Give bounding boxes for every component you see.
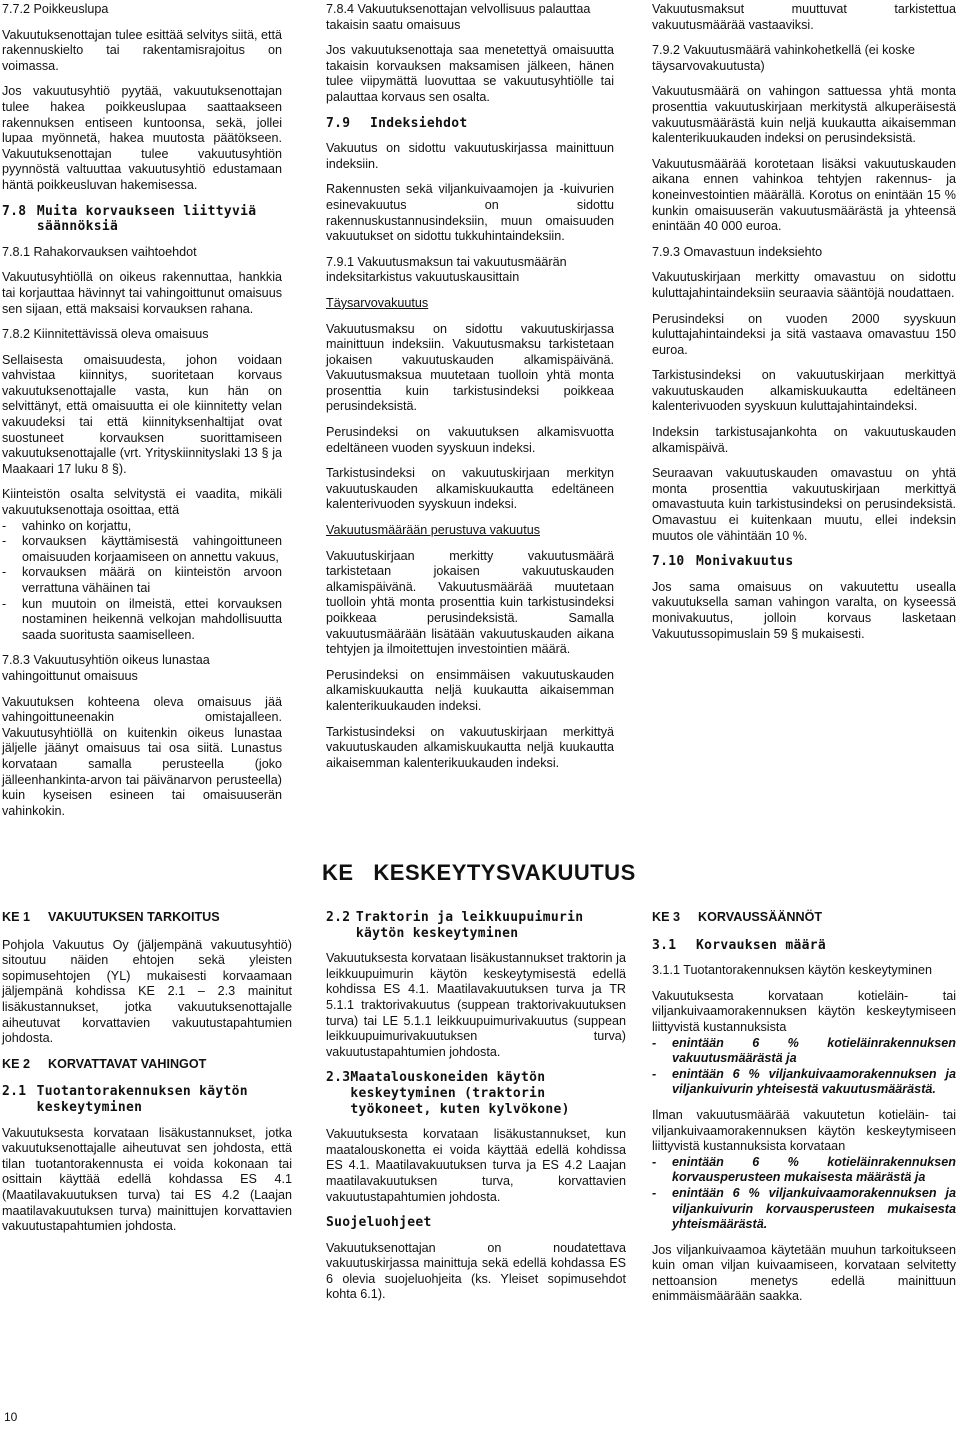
paragraph: Vakuutuksesta korvataan lisäkustannukset, jotka vakuutuksenottajalle aiheutuvat sen johdosta, että tilan tuotantorakennusta ei voida kokonaan tai osittain käyttää edellä kohdassa ES 4.1 (Maatilavakuutuksen turva) tai ES 4.2 (Laajan maatilavakuutuksen turva) mainittujen korvattavien vakuutustapahtumien johdosta. bbox=[2, 1125, 292, 1234]
condition-list bbox=[2, 519, 282, 644]
paragraph: Vakuutusmäärää korotetaan lisäksi vakuutuskauden aikana ennen vahinkoa tehtyjen rakennus- ja koneinvestointien määrällä. Korotus on enintään 15 % kunkin omaisuuserän vakuutusmäärästä ja yhteensä enintään 40 000 euroa. bbox=[652, 156, 956, 234]
section-title: Traktorin ja leikkuupuimurin käytön keskeytyminen bbox=[355, 910, 584, 941]
section-title: KORVATTAVAT VAHINGOT bbox=[48, 1056, 207, 1071]
section-number: 7.9 bbox=[326, 115, 351, 131]
section-number: 2.2 bbox=[326, 910, 351, 925]
section-7-9-3-heading: 7.9.3 Omavastuun indeksiehto bbox=[652, 244, 823, 259]
list-item: - enintään 6 % viljankuivaamorakennuksen ja viljankuivurin korvausperusteen mukaisesta yhteismäärästä. bbox=[652, 1186, 956, 1233]
section-title: Korvauksen määrä bbox=[696, 937, 827, 953]
paragraph: Rakennusten sekä viljankuivaamojen ja -kuivurien esinevakuutus on sidottu rakennuskustannusindeksiin, muun omaisuuden vakuutukset on sidottu tukkuhintaindeksiin. bbox=[326, 182, 614, 244]
section-title: Monivakuutus bbox=[696, 554, 794, 570]
ke1-heading bbox=[2, 910, 292, 926]
list-item: - enintään 6 % kotieläinrakennuksen korvausperusteen mukaisesta määrästä ja bbox=[652, 1155, 956, 1186]
ke3-heading bbox=[652, 910, 956, 926]
section-7-9-heading bbox=[326, 116, 614, 132]
section-7-9-1-heading: 7.9.1 Vakuutusmaksun tai vakuutusmäärän indeksitarkistus vakuutuskausittain bbox=[326, 254, 567, 285]
ke2-heading bbox=[2, 1057, 292, 1073]
section-2-3-heading bbox=[326, 1070, 626, 1117]
paragraph: Tarkistusindeksi on vakuutuskirjaan merkittyä vakuutuskauden alkamiskuukautta edeltäneen kalenterivuoden syyskuun kuluttajahintaindeksi. bbox=[652, 368, 956, 414]
paragraph: Vakuutuskirjaan merkitty omavastuu on sidottu kuluttajahintaindeksiin seuraavia sääntöjä noudattaen. bbox=[652, 270, 956, 300]
page-number: 10 bbox=[4, 1410, 18, 1424]
lower-column-3 bbox=[652, 910, 956, 1315]
section-number: 7.10 bbox=[652, 554, 685, 570]
section-title: Tuotantorakennuksen käytön keskeytyminen bbox=[36, 1084, 248, 1115]
section-number: 2.3 bbox=[326, 1070, 351, 1086]
section-number: KE 2 bbox=[2, 1056, 30, 1071]
compensation-list bbox=[652, 1155, 956, 1233]
paragraph: Vakuutuksenottajan on noudatettava vakuutuskirjassa mainittuja sekä edellä kohdassa ES 6 olevia suojeluohjeita (ks. Yleiset sopimusehdot kohta 6.1). bbox=[326, 1240, 626, 1302]
paragraph: Perusindeksi on vakuutuksen alkamisvuotta edeltäneen vuoden syyskuun indeksi. bbox=[326, 425, 614, 455]
section-title: Muita korvaukseen liittyviä säännöksiä bbox=[36, 203, 257, 235]
subheading-sum-insured: Vakuutusmäärään perustuva vakuutus bbox=[326, 523, 540, 538]
compensation-list bbox=[652, 1036, 956, 1098]
section-7-8-4-heading: 7.8.4 Vakuutuksenottajan velvollisuus palauttaa takaisin saatu omaisuus bbox=[326, 2, 591, 32]
section-7-8-3-heading: 7.8.3 Vakuutusyhtiön oikeus lunastaa vahingoittunut omaisuus bbox=[2, 653, 210, 683]
lower-column-2 bbox=[326, 910, 626, 1313]
section-2-2-heading bbox=[326, 910, 626, 941]
upper-column-3 bbox=[652, 2, 956, 652]
paragraph: Tarkistusindeksi on vakuutuskirjaan merkityn vakuutuskauden alkamiskuukautta edeltäneen kalenterivuoden syyskuun indeksi. bbox=[326, 466, 614, 512]
section-3-1-heading bbox=[652, 938, 956, 954]
section-title: KORVAUSSÄÄNNÖT bbox=[698, 910, 823, 924]
section-number: KE 1 bbox=[2, 910, 30, 924]
section-number: KE 3 bbox=[652, 910, 680, 924]
section-7-9-2-heading: 7.9.2 Vakuutusmäärä vahinkohetkellä (ei koske täysarvovakuutusta) bbox=[652, 43, 915, 73]
paragraph: Vakuutuksen kohteena oleva omaisuus jää vahingoittuneenakin omistajalleen. Vakuutusyhtiöllä on kuitenkin oikeus lunastaa jäljelle jäänyt omaisuus tai osa siitä. Lunastus korvataan samalla perusteella (joko jälleenhankinta-arvon tai päivänarvon perusteella) kuin kyseisen esineen tai omaisuuserän vahinkokin. bbox=[2, 694, 282, 818]
section-7-8-1-heading: 7.8.1 Rahakorvauksen vaihtoehdot bbox=[2, 244, 197, 259]
protection-instructions-heading: Suojeluohjeet bbox=[326, 1215, 432, 1231]
section-7-7-2-heading: 7.7.2 Poikkeuslupa bbox=[2, 2, 109, 16]
paragraph: Ilman vakuutusmäärää vakuutetun kotieläin- tai viljankuivaamorakennuksen käytön keskeytymiseen liittyvistä kustannuksista korvataan bbox=[652, 1107, 956, 1154]
paragraph: Jos vakuutuksenottaja saa menetettyä omaisuutta takaisin korvauksen maksamisen jälkeen, hänen tulee viipymättä luovuttaa se vakuutusyhtiölle tai palauttaa korvaus sen osalta. bbox=[326, 43, 614, 104]
upper-column-1 bbox=[2, 2, 282, 829]
list-item: - enintään 6 % kotieläinrakennuksen vakuutusmäärästä ja bbox=[652, 1036, 956, 1067]
section-7-8-heading bbox=[2, 204, 282, 235]
list-item: - korvauksen määrä on kiinteistön arvoon verrattuna vähäinen tai bbox=[2, 565, 282, 596]
section-number: 3.1 bbox=[652, 937, 677, 953]
section-7-10-heading bbox=[652, 554, 956, 570]
paragraph: Sellaisesta omaisuudesta, johon voidaan vahvistaa kiinnitys, suoritetaan korvaus vakuutuksenottajalle vasta, kun hän on selvittänyt, että omaisuutta ei ole kiinnitetty velan vakuudeksi tai että kiinnityksenhaltijat ovat suostuneet korvauksen suorittamiseen vakuutuksenottajalle (vrt. Yrityskiinnityslaki 13 § ja Maakaari 17 luku 8 §). bbox=[2, 352, 282, 476]
lower-column-1 bbox=[2, 910, 292, 1245]
chapter-banner-title: KE KESKEYTYSVAKUUTUS bbox=[322, 860, 636, 885]
paragraph: Seuraavan vakuutuskauden omavastuu on yhtä monta prosenttia vakuutuskirjaan merkittyä omavastuuta kuin tarkistusindeksi on perusindeksistä. Omavastuu ei kuitenkaan muutu, ellei indeksin muutos ole vähintään 10 %. bbox=[652, 466, 956, 543]
upper-column-2 bbox=[326, 2, 614, 781]
paragraph: Vakuutus on sidottu vakuutuskirjassa mainittuun indeksiin. bbox=[326, 141, 614, 171]
list-item: - enintään 6 % viljankuivaamorakennuksen ja viljankuivurin yhteisestä vakuutusmäärästä. bbox=[652, 1067, 956, 1098]
list-item: - korvauksen käyttämisestä vahingoittuneen omaisuuden korjaamiseen on annettu vakuus, bbox=[2, 534, 282, 565]
paragraph: Tarkistusindeksi on vakuutuskirjaan merkittyä vakuutuskauden alkamiskuukautta neljä kuukautta aikaisemman kalenterikuukauden indeksi. bbox=[326, 724, 614, 770]
paragraph: Vakuutuskirjaan merkitty vakuutusmäärä tarkistetaan jokaisen vakuutuskauden alkamispäivänä. Vakuutusmäärää muutetaan tuolloin yhtä monta prosenttia kuin tarkistusindeksi poikkeaa perusindeksistä. Samalla vakuutusmäärään lisätään vakuutuskauden aikana tehtyjen ja ilmoitettujen investointien määrä. bbox=[326, 548, 614, 657]
section-title: Maatalouskoneiden käytön keskeytyminen (traktorin työkoneet, kuten kylvökone) bbox=[350, 1070, 570, 1117]
section-2-1-heading bbox=[2, 1084, 292, 1115]
paragraph: Kiinteistön osalta selvitystä ei vaadita, mikäli vakuutuksenottaja osoittaa, että bbox=[2, 487, 282, 518]
paragraph: Jos sama omaisuus on vakuutettu usealla vakuutuksella saman vahingon varalta, on kyseessä monivakuutus, jolloin korvaus lasketaan Vakuutussopimuslain 59 § mukaisesti. bbox=[652, 579, 956, 641]
paragraph: Perusindeksi on vuoden 2000 syyskuun kuluttajahintaindeksi ja sitä vastaava omavastuu 150 euroa. bbox=[652, 311, 956, 357]
paragraph: Pohjola Vakuutus Oy (jäljempänä vakuutusyhtiö) sitoutuu näiden ehtojen sekä yleisten sopimusehtojen (YL) mukaisesti korvaamaan jäljempänä kohdissa KE 2.1 – 2.3 mainitut lisäkustannukset, jotka vakuutuksenottajalle aiheutuvat korvattavien vakuutustapahtumien johdosta. bbox=[2, 937, 292, 1046]
paragraph: Vakuutusmaksut muuttuvat tarkistettua vakuutusmäärää vastaaviksi. bbox=[652, 2, 956, 32]
list-item: - kun muutoin on ilmeistä, ettei korvauksen nostaminen heikennä velkojan mahdollisuutta saada suoritusta saamiselleen. bbox=[2, 597, 282, 644]
paragraph: Vakuutusmäärä on vahingon sattuessa yhtä monta prosenttia vakuutuskirjaan merkitystä alkuperäisestä vakuutusmäärästä kuin neljä kuukautta aikaisemman kalenterikuukauden indeksi on perusindeksistä. bbox=[652, 84, 956, 146]
paragraph: Perusindeksi on ensimmäisen vakuutuskauden alkamiskuukautta neljä kuukautta aikaisemman kalenterikuukauden indeksi. bbox=[326, 667, 614, 713]
paragraph: Vakuutusmaksu on sidottu vakuutuskirjassa mainittuun indeksiin. Vakuutusmaksu tarkistetaan jokaisen vakuutuskauden alkamispäivänä. Vakuutusmaksua muutetaan tuolloin yhtä monta prosenttia kuin tarkistusindeksi poikkeaa perusindeksistä. bbox=[326, 321, 614, 414]
section-number: 2.1 bbox=[2, 1084, 27, 1100]
section-7-8-2-heading: 7.8.2 Kiinnitettävissä oleva omaisuus bbox=[2, 327, 209, 342]
paragraph: Jos vakuutusyhtiö pyytää, vakuutuksenottajan tulee hakea poikkeuslupaa saattaakseen rakennuksen entiseen kuntoonsa, sekä, jollei lupaa myönnetä, hakea muutosta päätökseen. Vakuutuksenottajan tulee vakuutusyhtiön pyynnöstä valtuuttaa vakuutusyhtiö edustamaan häntä poikkeusluvan hakemisessa. bbox=[2, 84, 282, 192]
paragraph: Jos viljankuivaamoa käytetään muuhun tarkoitukseen kuin oman viljan kuivaamiseen, korvataan selvitetty nettoansion menetys edellä mainittuun enimmäismäärään saakka. bbox=[652, 1242, 956, 1304]
paragraph: Indeksin tarkistusajankohta on vakuutuskauden alkamispäivä. bbox=[652, 425, 956, 455]
list-item: - vahinko on korjattu, bbox=[2, 519, 282, 535]
paragraph: Vakuutuksenottajan tulee esittää selvitys siitä, että rakennuskielto tai rakentamisrajoitus on voimassa. bbox=[2, 27, 282, 73]
section-title: Indeksiehdot bbox=[370, 115, 468, 131]
section-3-1-1-heading: 3.1.1 Tuotantorakennuksen käytön keskeytyminen bbox=[652, 963, 933, 978]
subheading-full-value-insurance: Täysarvovakuutus bbox=[326, 295, 429, 310]
section-title: VAKUUTUKSEN TARKOITUS bbox=[48, 910, 220, 924]
paragraph: Vakuutuksesta korvataan kotieläin- tai viljankuivaamorakennuksen käytön keskeytymiseen liittyvistä kustannuksista bbox=[652, 988, 956, 1034]
paragraph: Vakuutuksesta korvataan lisäkustannukset, kun maatalouskonetta ei voida käyttää edellä kohdissa ES 4.1. Maatilavakuutuksen turva ja ES 4.2 Laajan maatilavakuutuksen turva, korvattavien vakuutustapahtumien johdosta. bbox=[326, 1127, 626, 1204]
paragraph: Vakuutuksesta korvataan lisäkustannukset traktorin ja leikkuupuimurin käytön keskeytymisestä edellä kohdissa ES 4.1. Maatilavakuutuksen turva ja TR 5.1.1 traktorivakuutus (suppean traktorivakuutuksen turva) tai LE 5.1.1 leikkuupuimurivakuutus (suppean leikkuupuimurivakuutuksen turva) vakuutustapahtumien johdosta. bbox=[326, 951, 626, 1059]
section-number: 7.8 bbox=[2, 203, 27, 219]
paragraph: Vakuutusyhtiöllä on oikeus rakennuttaa, hankkia tai korjauttaa hävinnyt tai vahingoittunut omaisuus sen sijaan, että maksaisi korvauksen rahana. bbox=[2, 270, 282, 316]
